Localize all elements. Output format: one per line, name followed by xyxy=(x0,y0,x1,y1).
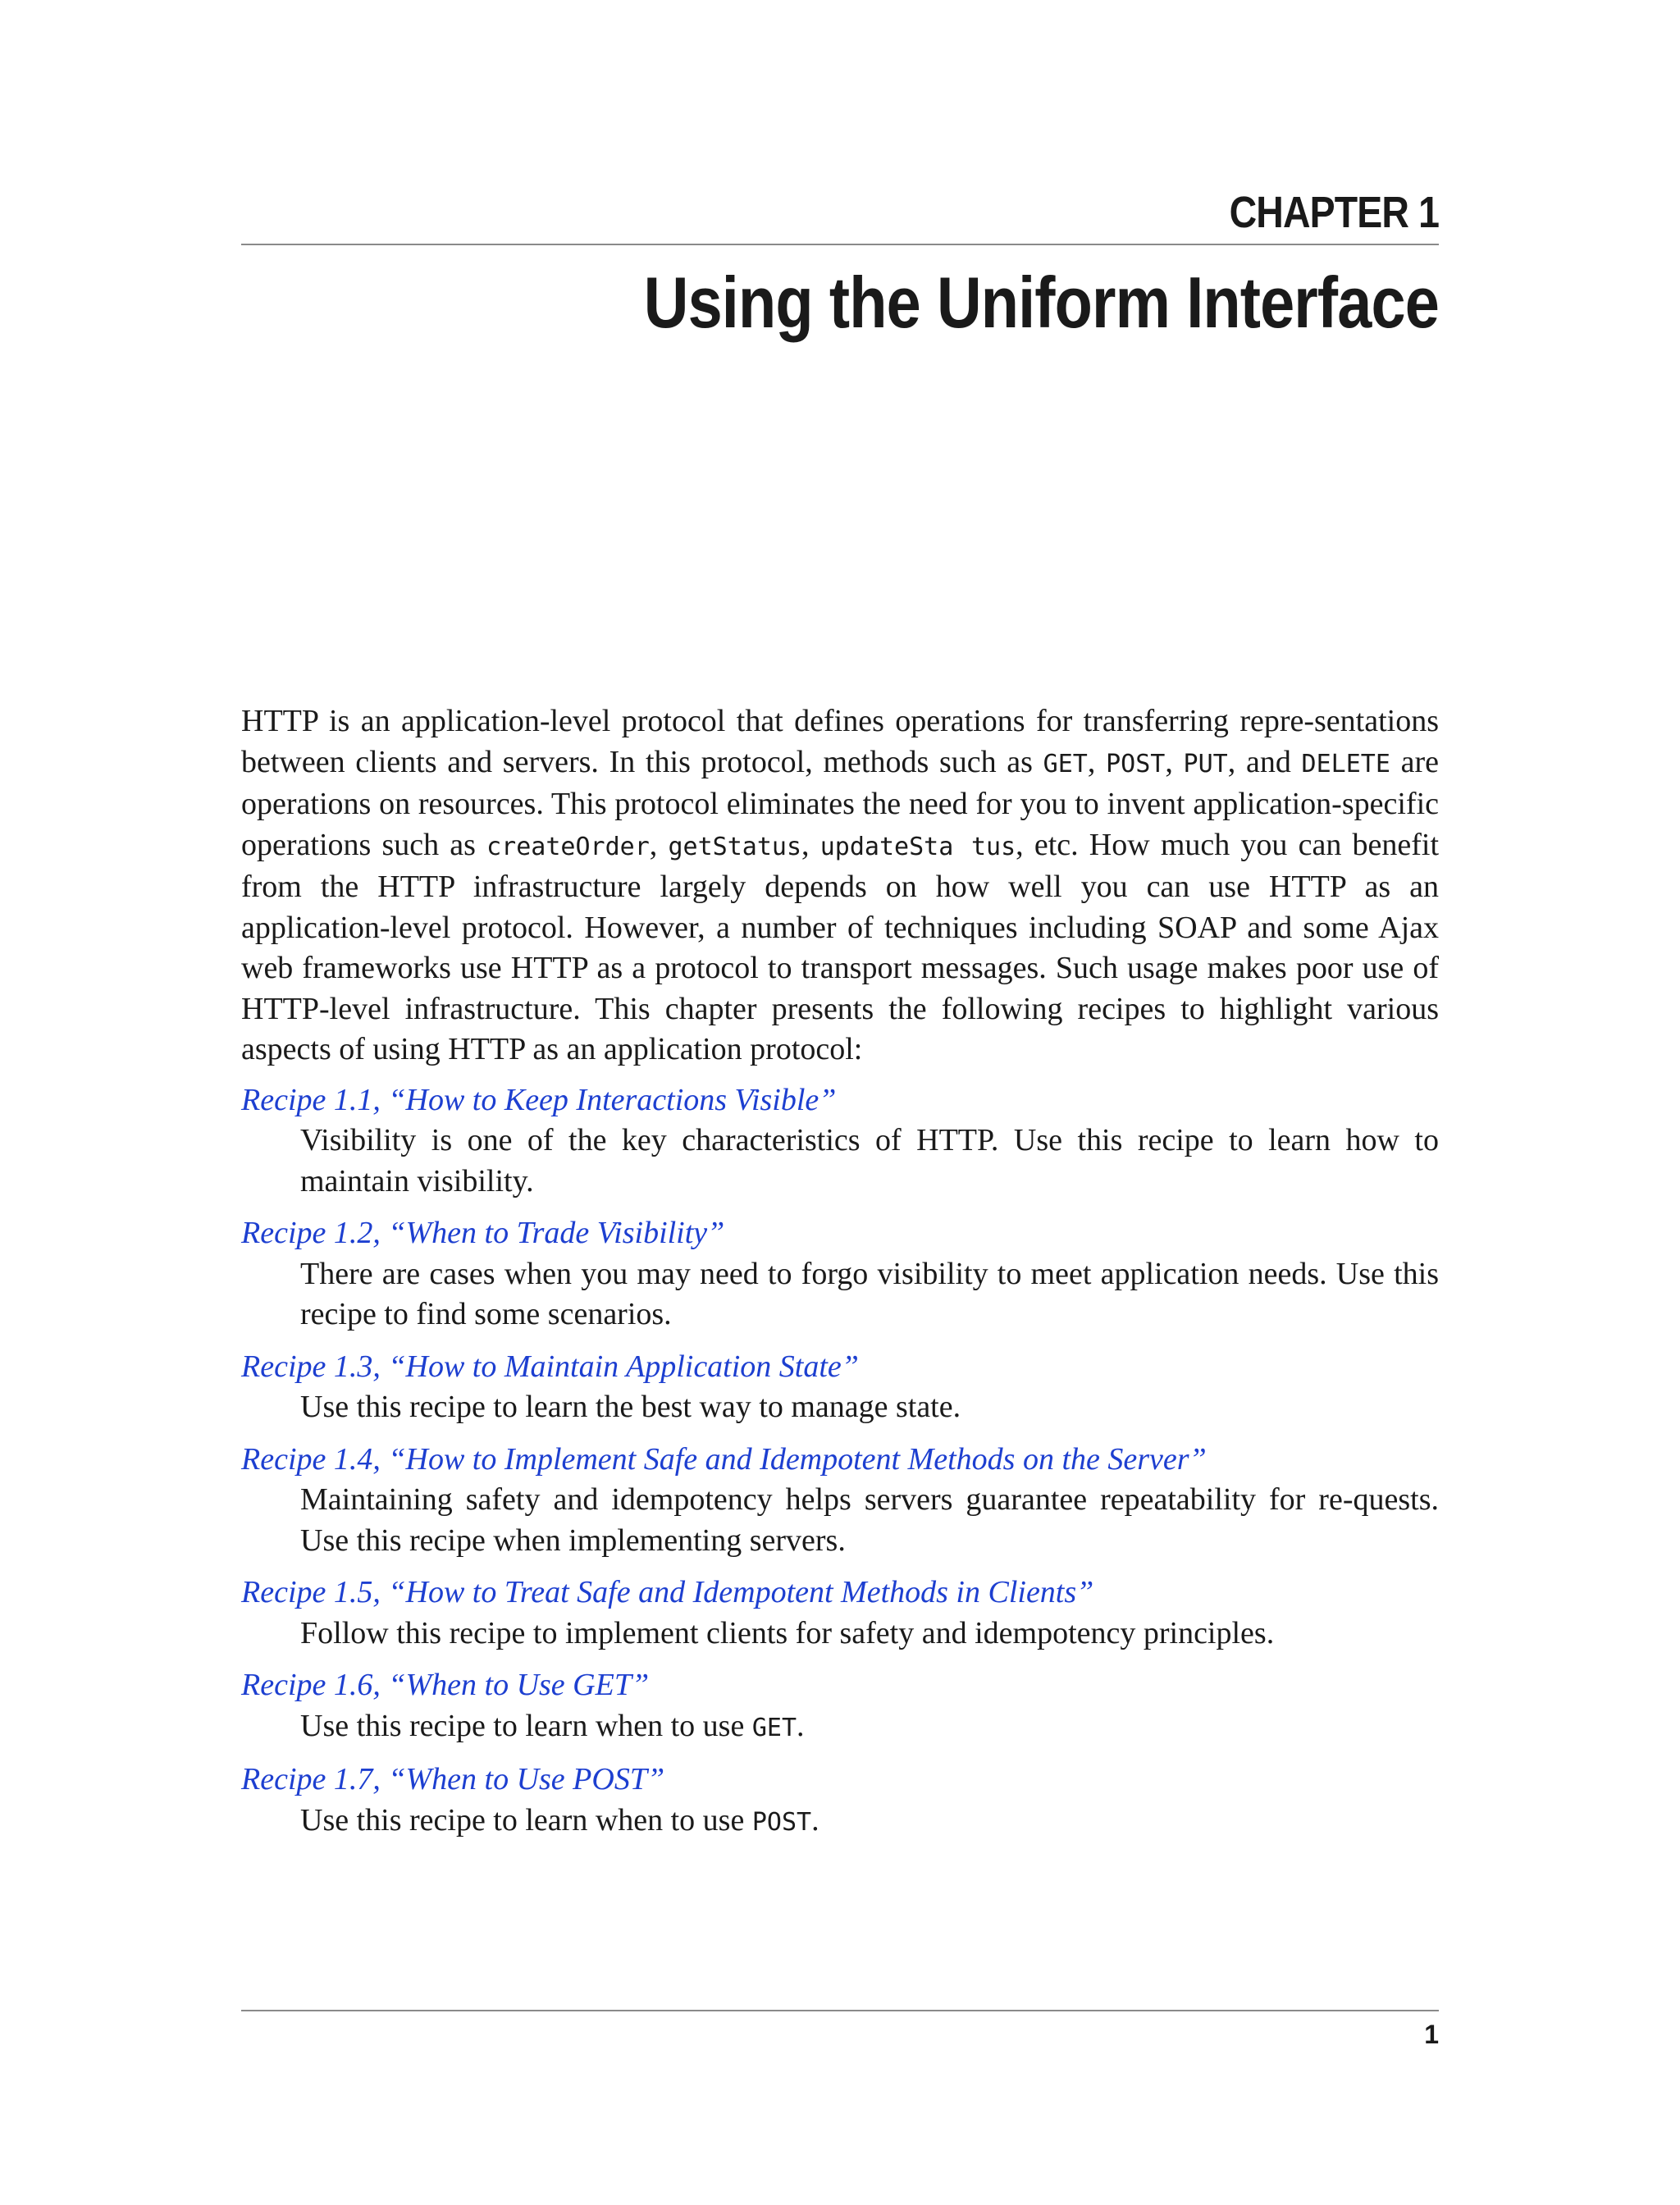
recipe-link-1-5[interactable]: Recipe 1.5, “How to Treat Safe and Idempotent Methods in Clients” xyxy=(241,1575,1094,1609)
footer-rule xyxy=(241,2010,1439,2011)
recipe-link-1-2[interactable]: Recipe 1.2, “When to Trade Visibility” xyxy=(241,1216,725,1250)
recipe-description xyxy=(300,1706,1439,1749)
chapter-title: Using the Uniform Interface xyxy=(643,262,1439,343)
code-put: PUT xyxy=(1183,749,1228,778)
code-post: POST xyxy=(751,1807,812,1837)
intro-text: , xyxy=(801,827,820,862)
intro-text: , etc. How much you can benefit from the HTTP infrastructure largely depends on how well you can use HTTP as an application-level protocol. However, a number of techniques including SOAP and some Ajax web frameworks use HTTP as a protocol to transport messages. Such usage makes poor use of HTTP-level infrastructure. This chapter presents the following recipes to highlight various aspects of using HTTP as an application protocol: xyxy=(241,827,1439,1066)
recipe-link-1-7[interactable]: Recipe 1.7, “When to Use POST” xyxy=(241,1762,665,1796)
code-delete: DELETE xyxy=(1301,749,1390,778)
code-post: POST xyxy=(1106,749,1166,778)
recipe-description-end: . xyxy=(797,1708,805,1743)
recipe-description: Visibility is one of the key characteristics of HTTP. Use this recipe to learn how to maintain visibility. xyxy=(300,1123,1439,1198)
recipe-link-1-1[interactable]: Recipe 1.1, “How to Keep Interactions Visible” xyxy=(241,1082,837,1117)
recipe-list xyxy=(241,1080,1439,1843)
recipe-description xyxy=(300,1801,1439,1843)
intro-text: HTTP is an application-level protocol that defines operations for transferring repre-sentations between clients and servers. In this protocol, methods such as xyxy=(241,704,1439,779)
intro-text: , xyxy=(649,827,669,862)
intro-text: , and xyxy=(1227,744,1302,779)
code-get: GET xyxy=(751,1713,797,1742)
recipe-description-text: Use this recipe to learn when to use xyxy=(300,1802,752,1838)
recipe-description: Use this recipe to learn the best way to manage state. xyxy=(300,1390,961,1424)
code-get-status: getStatus xyxy=(668,832,802,861)
intro-text: , xyxy=(1087,744,1107,779)
code-get: GET xyxy=(1043,749,1088,778)
code-create-order: createOrder xyxy=(486,832,650,861)
intro-text: are operations on resources. This protocol eliminates the need for you to invent application-specific operations such as xyxy=(241,744,1440,862)
code-update-status: updateSta tus xyxy=(819,832,1016,861)
recipe-link-1-4[interactable]: Recipe 1.4, “How to Implement Safe and Idempotent Methods on the Server” xyxy=(241,1441,1207,1477)
page-number: 1 xyxy=(1424,2020,1439,2049)
recipe-description: There are cases when you may need to forgo visibility to meet application needs. Use this recipe to find some scenarios. xyxy=(300,1256,1439,1331)
chapter-content xyxy=(241,701,1439,1842)
recipe-description-end: . xyxy=(811,1802,819,1838)
chapter-label: CHAPTER 1 xyxy=(1229,188,1439,237)
intro-paragraph xyxy=(241,701,1439,1071)
recipe-description: Follow this recipe to implement clients for safety and idempotency principles. xyxy=(300,1615,1275,1650)
recipe-description: Maintaining safety and idempotency helps servers guarantee repeatability for re-quests. Use this recipe when implementing servers. xyxy=(300,1482,1439,1558)
recipe-link-1-3[interactable]: Recipe 1.3, “How to Maintain Application State” xyxy=(241,1349,859,1384)
recipe-description-text: Use this recipe to learn when to use xyxy=(300,1708,752,1743)
intro-text: , xyxy=(1165,744,1184,779)
chapter-rule xyxy=(241,244,1439,245)
recipe-link-1-6[interactable]: Recipe 1.6, “When to Use GET” xyxy=(241,1668,650,1702)
